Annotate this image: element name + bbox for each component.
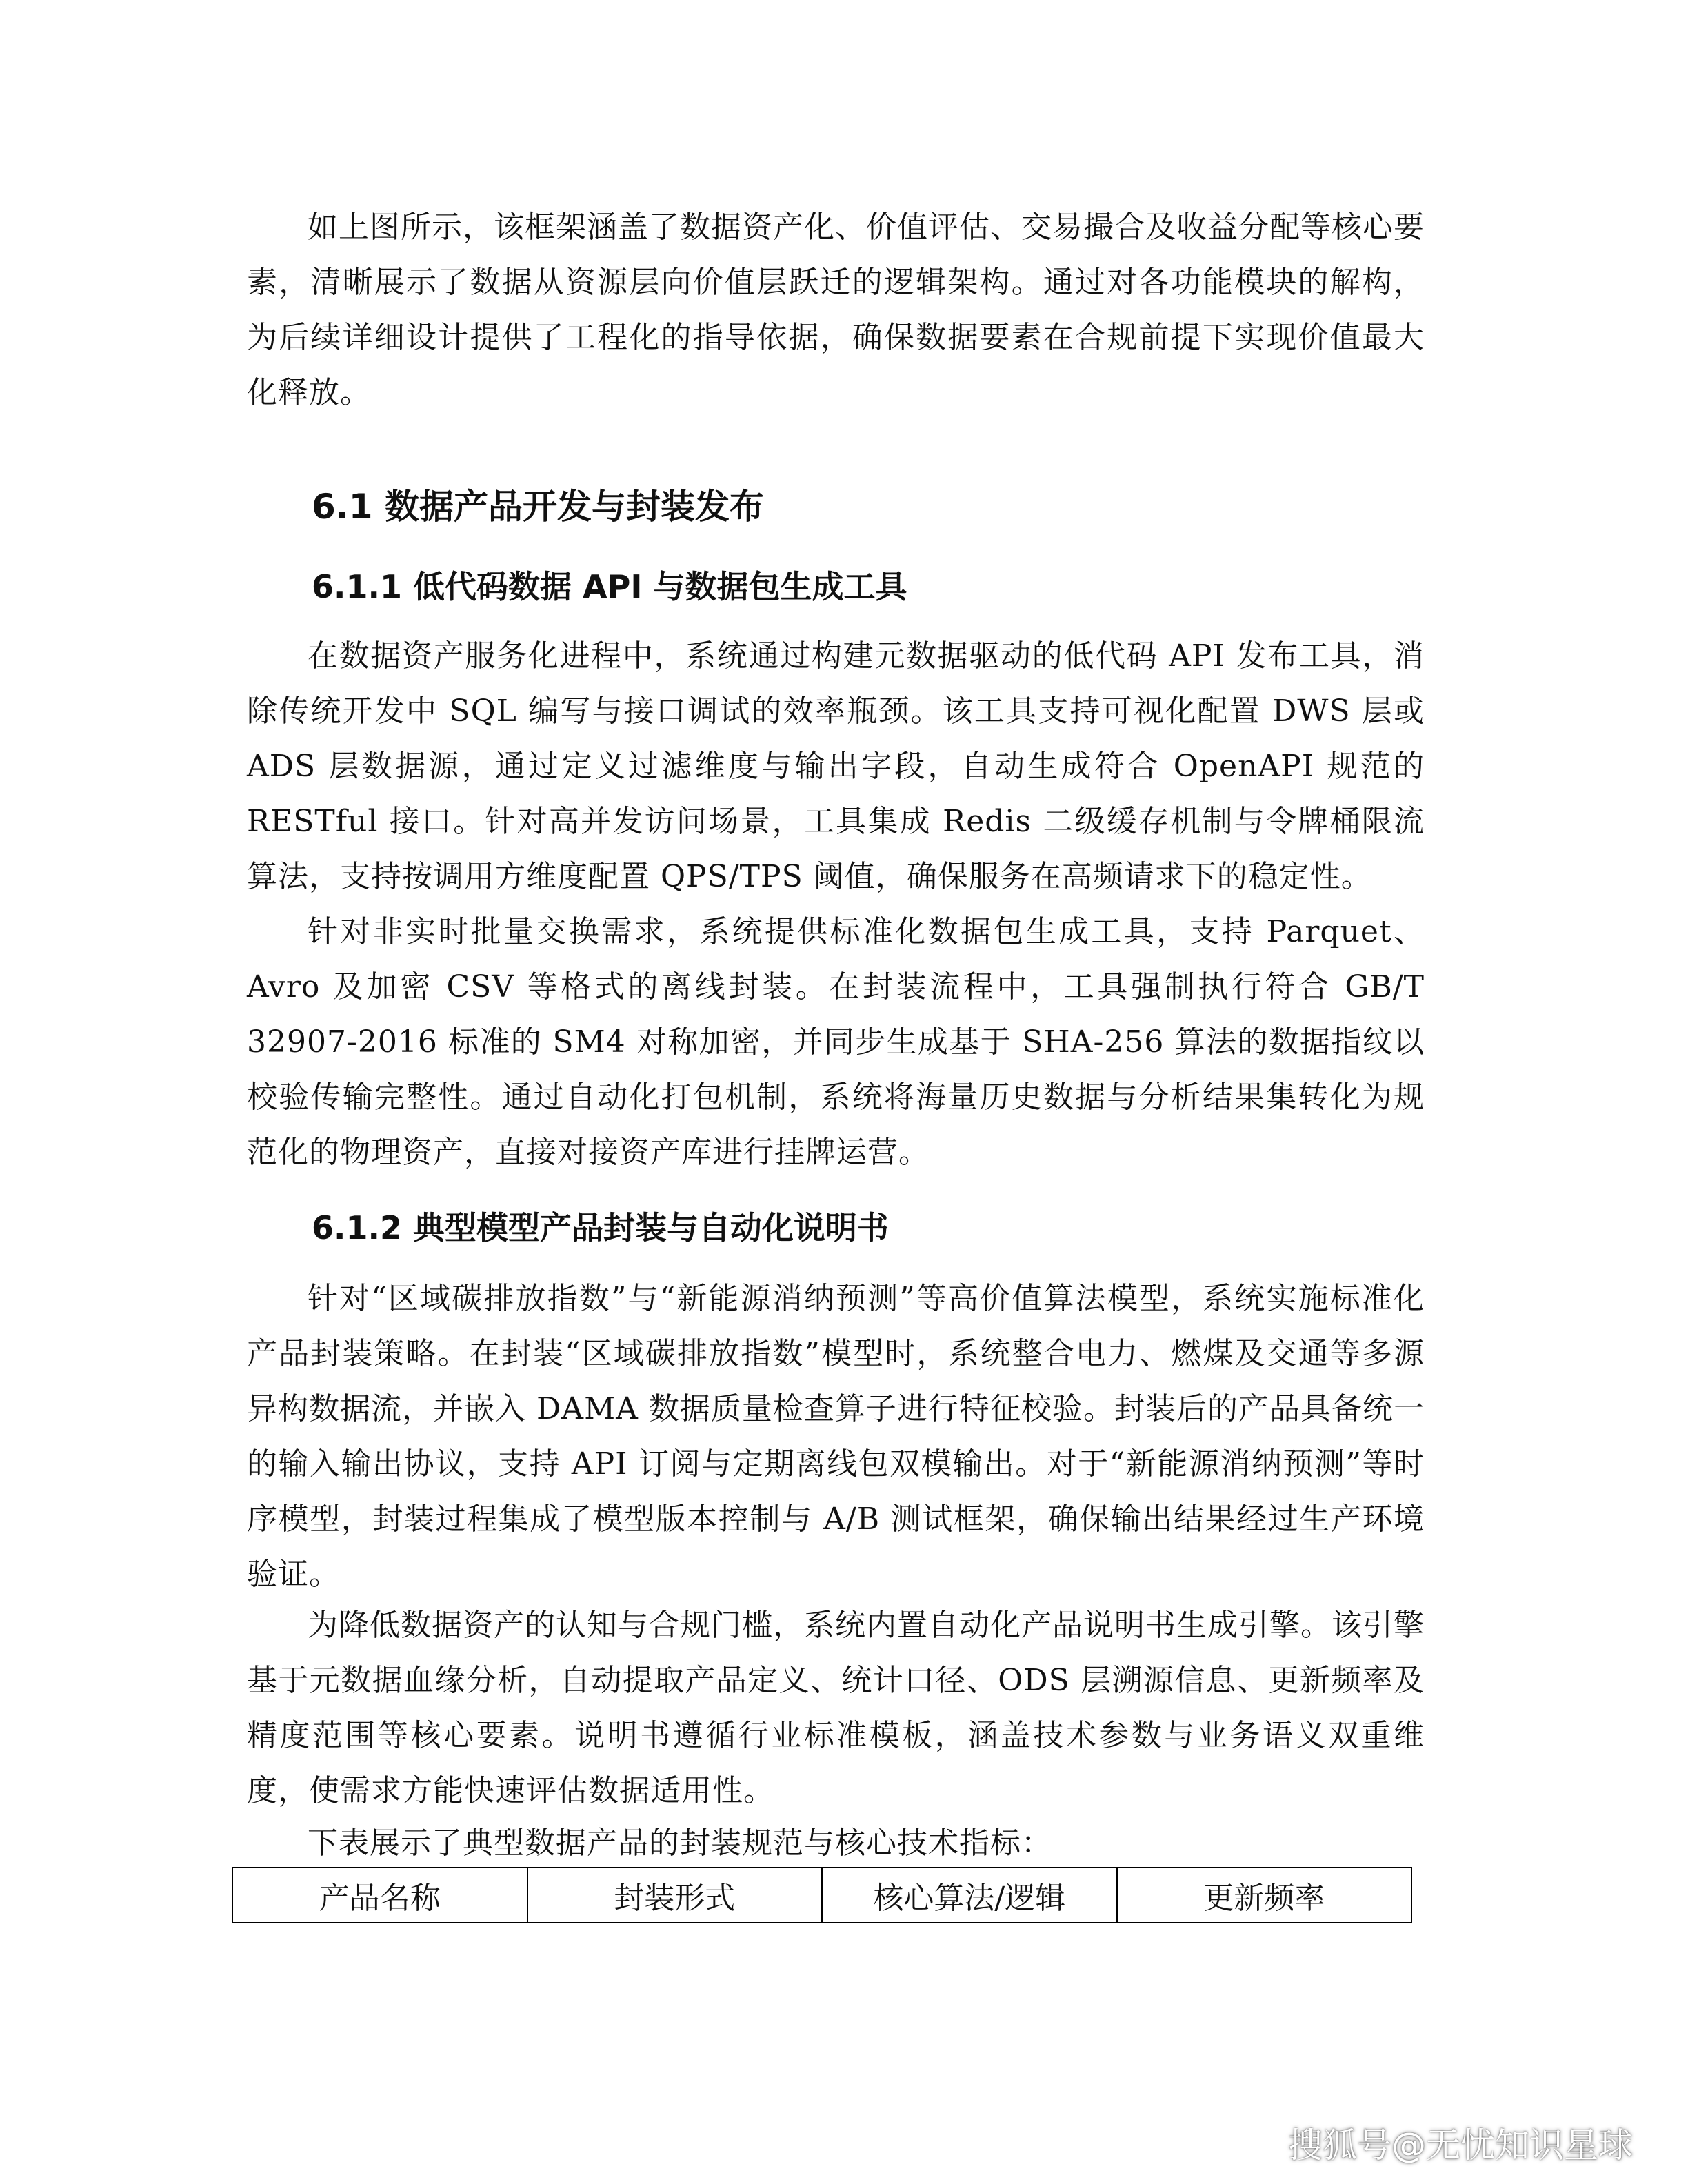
table-header-product-name: 产品名称 — [232, 1868, 528, 1923]
table-header-core-algorithm: 核心算法/逻辑 — [822, 1868, 1117, 1923]
table-header-packaging-form: 封装形式 — [528, 1868, 823, 1923]
section-6-1-1-paragraph-2: 针对非实时批量交换需求，系统提供标准化数据包生成工具，支持 Parquet、Avro 及加密 CSV 等格式的离线封装。在封装流程中，工具强制执行符合 GB/T 32907-2016 标准的 SM4 对称加密，并同步生成基于 SHA-256 算法的数据指纹以校验传输完整性。通过自动化打包机制，系统将海量历史数据与分析结果集转化为规范化的物理资产，直接对接资产库进行挂牌运营。 — [247, 914, 1425, 1170]
watermark-text: 搜狐号@无忧知识星球 — [1288, 2125, 1633, 2165]
intro-paragraph: 如上图所示，该框架涵盖了数据资产化、价值评估、交易撮合及收益分配等核心要素，清晰展示了数据从资源层向价值层跃迁的逻辑架构。通过对各功能模块的解构，为后续详细设计提供了工程化的指导依据，确保数据要素在合规前提下实现价值最大化释放。 — [247, 210, 1425, 410]
section-6-1-1-paragraph-1: 在数据资产服务化进程中，系统通过构建元数据驱动的低代码 API 发布工具，消除传统开发中 SQL 编写与接口调试的效率瓶颈。该工具支持可视化配置 DWS 层或 ADS 层数据源，通过定义过滤维度与输出字段，自动生成符合 OpenAPI 规范的 RESTful 接口。针对高并发访问场景，工具集成 Redis 二级缓存机制与令牌桶限流算法，支持按调用方维度配置 QPS/TPS 阈值，确保服务在高频请求下的稳定性。 — [247, 638, 1425, 894]
section-heading-6-1-1: 6.1.1 低代码数据 API 与数据包生成工具 — [312, 568, 907, 605]
table-intro-paragraph: 下表展示了典型数据产品的封装规范与核心技术指标： — [308, 1826, 1052, 1861]
table-header-update-frequency: 更新频率 — [1117, 1868, 1412, 1923]
product-spec-table — [232, 1867, 1412, 1923]
section-6-1-2-paragraph-1: 针对“区域碳排放指数”与“新能源消纳预测”等高价值算法模型，系统实施标准化产品封装策略。在封装“区域碳排放指数”模型时，系统整合电力、燃煤及交通等多源异构数据流，并嵌入 DAMA 数据质量检查算子进行特征校验。封装后的产品具备统一的输入输出协议，支持 API 订阅与定期离线包双模输出。对于“新能源消纳预测”等时序模型，封装过程集成了模型版本控制与 A/B 测试框架，确保输出结果经过生产环境验证。 — [247, 1281, 1425, 1592]
table-header-row — [232, 1868, 1411, 1923]
section-heading-6-1: 6.1 数据产品开发与封装发布 — [312, 487, 764, 527]
section-heading-6-1-2: 6.1.2 典型模型产品封装与自动化说明书 — [312, 1209, 889, 1246]
section-6-1-2-paragraph-2: 为降低数据资产的认知与合规门槛，系统内置自动化产品说明书生成引擎。该引擎基于元数据血缘分析，自动提取产品定义、统计口径、ODS 层溯源信息、更新频率及精度范围等核心要素。说明书遵循行业标准模板，涵盖技术参数与业务语义双重维度，使需求方能快速评估数据适用性。 — [247, 1608, 1425, 1808]
